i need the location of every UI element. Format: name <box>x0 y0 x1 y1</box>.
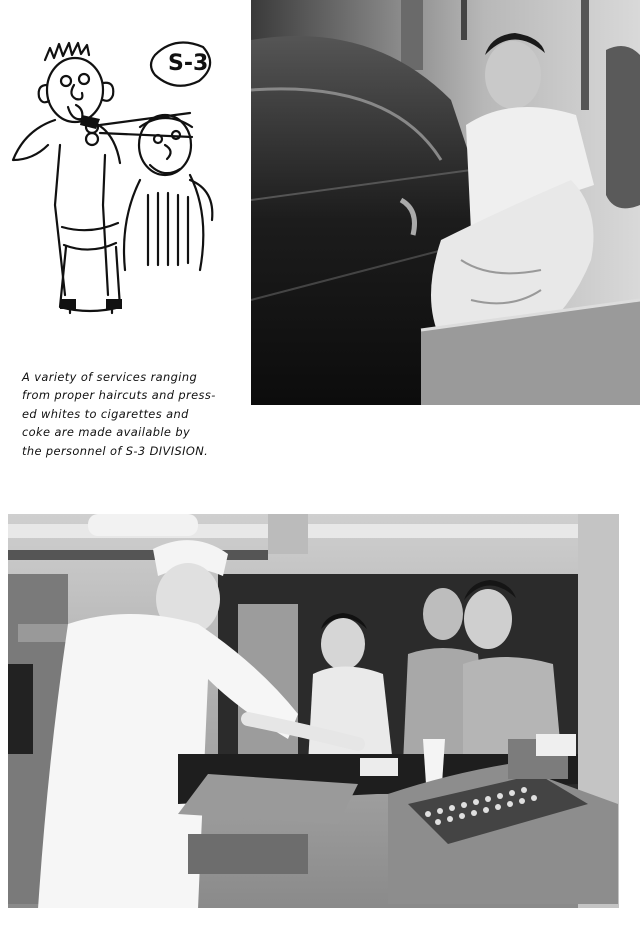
soda-fountain-photo <box>8 514 619 908</box>
laundry-photo <box>251 0 640 405</box>
caption-line: A variety of services ranging <box>22 370 198 384</box>
caption-line: ed whites to cigarettes and <box>22 406 189 421</box>
caption-line: from proper haircuts and press- <box>22 388 216 403</box>
caption-line: coke are made available by <box>22 425 191 440</box>
laundry-photo-icon <box>251 0 640 405</box>
photo-caption <box>22 368 222 460</box>
barber-cartoon-illustration <box>0 15 240 315</box>
barber-cartoon-icon <box>0 15 240 315</box>
caption-line: the personnel of S-3 DIVISION. <box>22 443 209 458</box>
cartoon-badge-text: S-3 <box>168 51 209 76</box>
soda-fountain-photo-icon <box>8 514 619 908</box>
